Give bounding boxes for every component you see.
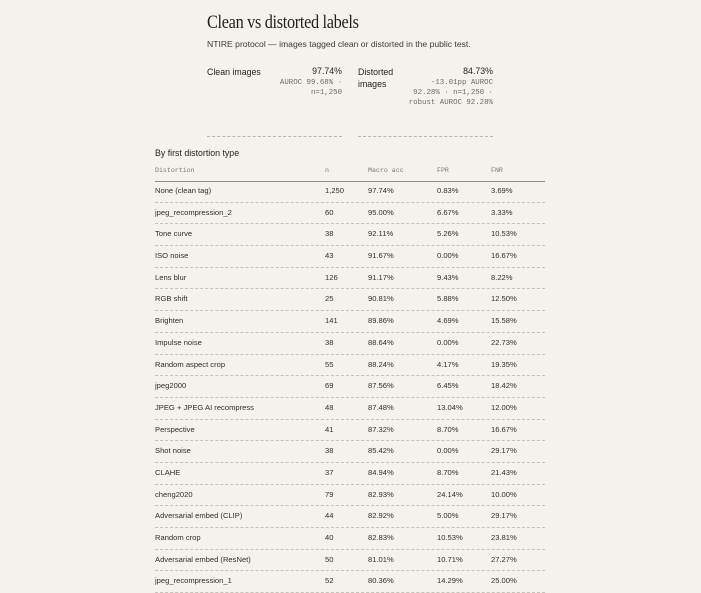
column-header: n xyxy=(325,167,329,174)
cell-fpr: 6.45% xyxy=(437,381,459,391)
cell-distortion: Perspective xyxy=(155,424,195,434)
cell-distortion: Lens blur xyxy=(155,272,187,282)
cell-macro-acc: 91.17% xyxy=(368,272,394,282)
cell-fpr: 14.29% xyxy=(437,576,463,586)
cell-macro-acc: 81.01% xyxy=(368,554,394,564)
cell-fnr: 23.81% xyxy=(491,533,517,542)
table-row xyxy=(155,420,545,442)
summary-detail: -13.01pp AUROC 92.28% · n=1,250 · robust AUROC 92.28% xyxy=(408,79,493,107)
table-row xyxy=(155,398,545,420)
cell-n: 38 xyxy=(325,446,334,456)
cell-fnr: 18.42% xyxy=(491,381,517,391)
table-header xyxy=(155,163,545,182)
table-row xyxy=(155,376,545,398)
cell-distortion: Adversarial embed (CLIP) xyxy=(155,511,243,521)
cell-macro-acc: 88.64% xyxy=(368,337,394,347)
cell-fnr: 27.27% xyxy=(491,554,517,564)
cell-distortion: jpeg2000 xyxy=(155,381,187,391)
cell-n: 60 xyxy=(325,207,334,217)
cell-macro-acc: 97.74% xyxy=(368,186,394,195)
cell-n: 50 xyxy=(325,554,334,564)
cell-macro-acc: 92.11% xyxy=(368,229,394,239)
summary-value: 84.73% xyxy=(463,66,493,76)
table-row xyxy=(155,528,545,550)
cell-fnr: 22.73% xyxy=(491,337,517,347)
cell-n: 79 xyxy=(325,489,334,499)
cell-macro-acc: 84.94% xyxy=(368,467,394,477)
table-row xyxy=(155,181,545,203)
page-title: Clean vs distorted labels xyxy=(207,12,359,33)
cell-fpr: 5.26% xyxy=(437,229,459,239)
summary-label: Distorted images xyxy=(358,67,394,89)
cell-fnr: 29.17% xyxy=(491,446,517,456)
cell-fpr: 9.43% xyxy=(437,272,459,282)
cell-fnr: 10.00% xyxy=(491,489,517,499)
column-header: Distortion xyxy=(155,167,195,174)
table-row xyxy=(155,246,545,268)
cell-fnr: 3.69% xyxy=(491,186,513,195)
cell-fnr: 16.67% xyxy=(491,424,517,434)
cell-n: 25 xyxy=(325,294,334,304)
cell-fpr: 13.04% xyxy=(437,402,463,412)
cell-n: 126 xyxy=(325,272,338,282)
cell-n: 52 xyxy=(325,576,334,586)
cell-n: 44 xyxy=(325,511,334,521)
cell-fnr: 10.53% xyxy=(491,229,517,239)
cell-fpr: 0.00% xyxy=(437,251,459,261)
cell-n: 48 xyxy=(325,402,334,412)
cell-macro-acc: 82.93% xyxy=(368,489,394,499)
table-row xyxy=(155,441,545,463)
cell-macro-acc: 82.83% xyxy=(368,533,394,542)
table-row xyxy=(155,550,545,572)
cell-distortion: JPEG + JPEG AI recompress xyxy=(155,402,254,412)
cell-fnr: 3.33% xyxy=(491,207,513,217)
cell-macro-acc: 91.67% xyxy=(368,251,394,261)
cell-fpr: 4.17% xyxy=(437,359,459,369)
cell-fpr: 0.00% xyxy=(437,337,459,347)
table-row xyxy=(155,571,545,593)
table-row xyxy=(155,355,545,377)
cell-fpr: 6.67% xyxy=(437,207,459,217)
cell-distortion: Shot noise xyxy=(155,446,191,456)
cell-fpr: 5.00% xyxy=(437,511,459,521)
cell-fnr: 12.50% xyxy=(491,294,517,304)
cell-distortion: jpeg_recompression_1 xyxy=(155,576,232,586)
cell-distortion: ISO noise xyxy=(155,251,189,261)
cell-distortion: RGB shift xyxy=(155,294,188,304)
cell-fpr: 10.53% xyxy=(437,533,463,542)
summary-value: 97.74% xyxy=(312,66,342,76)
cell-macro-acc: 87.56% xyxy=(368,381,394,391)
summary-card-clean xyxy=(207,66,342,137)
table-row xyxy=(155,203,545,225)
cell-n: 43 xyxy=(325,251,334,261)
cell-fnr: 19.35% xyxy=(491,359,517,369)
cell-fnr: 25.00% xyxy=(491,576,517,586)
cell-fpr: 0.00% xyxy=(437,446,459,456)
cell-fnr: 21.43% xyxy=(491,467,517,477)
table-row xyxy=(155,506,545,528)
page-subtitle: NTIRE protocol — images tagged clean or distorted in the public test. xyxy=(207,39,471,49)
column-header: FPR xyxy=(437,167,449,174)
cell-macro-acc: 82.92% xyxy=(368,511,394,521)
cell-macro-acc: 89.86% xyxy=(368,316,394,326)
cell-distortion: Impulse noise xyxy=(155,337,202,347)
cell-distortion: jpeg_recompression_2 xyxy=(155,207,232,217)
cell-distortion: cheng2020 xyxy=(155,489,193,499)
cell-n: 37 xyxy=(325,467,334,477)
section-title: By first distortion type xyxy=(155,148,240,158)
cell-distortion: Tone curve xyxy=(155,229,193,239)
cell-distortion: Adversarial embed (ResNet) xyxy=(155,554,251,564)
cell-fnr: 8.22% xyxy=(491,272,513,282)
cell-macro-acc: 80.36% xyxy=(368,576,394,586)
cell-distortion: Random crop xyxy=(155,533,201,542)
cell-fpr: 8.70% xyxy=(437,467,459,477)
distortion-table xyxy=(155,181,545,593)
cell-macro-acc: 95.00% xyxy=(368,207,394,217)
cell-fpr: 0.83% xyxy=(437,186,459,195)
table-row xyxy=(155,463,545,485)
cell-fpr: 4.69% xyxy=(437,316,459,326)
cell-n: 141 xyxy=(325,316,338,326)
cell-n: 41 xyxy=(325,424,334,434)
cell-n: 38 xyxy=(325,337,334,347)
table-row xyxy=(155,485,545,507)
cell-fpr: 5.88% xyxy=(437,294,459,304)
cell-fnr: 16.67% xyxy=(491,251,517,261)
cell-macro-acc: 90.81% xyxy=(368,294,394,304)
cell-fnr: 15.58% xyxy=(491,316,517,326)
cell-n: 40 xyxy=(325,533,334,542)
cell-n: 69 xyxy=(325,381,334,391)
column-header: Macro acc xyxy=(368,167,404,174)
table-row xyxy=(155,224,545,246)
cell-fnr: 29.17% xyxy=(491,511,517,521)
cell-fpr: 8.70% xyxy=(437,424,459,434)
table-row xyxy=(155,289,545,311)
table-row xyxy=(155,268,545,290)
cell-distortion: CLAHE xyxy=(155,467,181,477)
cell-n: 55 xyxy=(325,359,334,369)
column-header: FNR xyxy=(491,167,503,174)
table-row xyxy=(155,333,545,355)
summary-card-distorted xyxy=(358,66,493,137)
summary-detail: AUROC 99.68% · n=1,250 xyxy=(279,79,342,97)
cell-distortion: Random aspect crop xyxy=(155,359,226,369)
cell-macro-acc: 88.24% xyxy=(368,359,394,369)
cell-n: 38 xyxy=(325,229,334,239)
cell-fpr: 24.14% xyxy=(437,489,463,499)
cell-distortion: Brighten xyxy=(155,316,184,326)
cell-fnr: 12.00% xyxy=(491,402,517,412)
cell-n: 1,250 xyxy=(325,186,345,195)
cell-distortion: None (clean tag) xyxy=(155,186,212,195)
cell-macro-acc: 85.42% xyxy=(368,446,394,456)
cell-macro-acc: 87.48% xyxy=(368,402,394,412)
cell-macro-acc: 87.32% xyxy=(368,424,394,434)
table-row xyxy=(155,311,545,333)
summary-label: Clean images xyxy=(207,67,261,77)
cell-fpr: 10.71% xyxy=(437,554,463,564)
